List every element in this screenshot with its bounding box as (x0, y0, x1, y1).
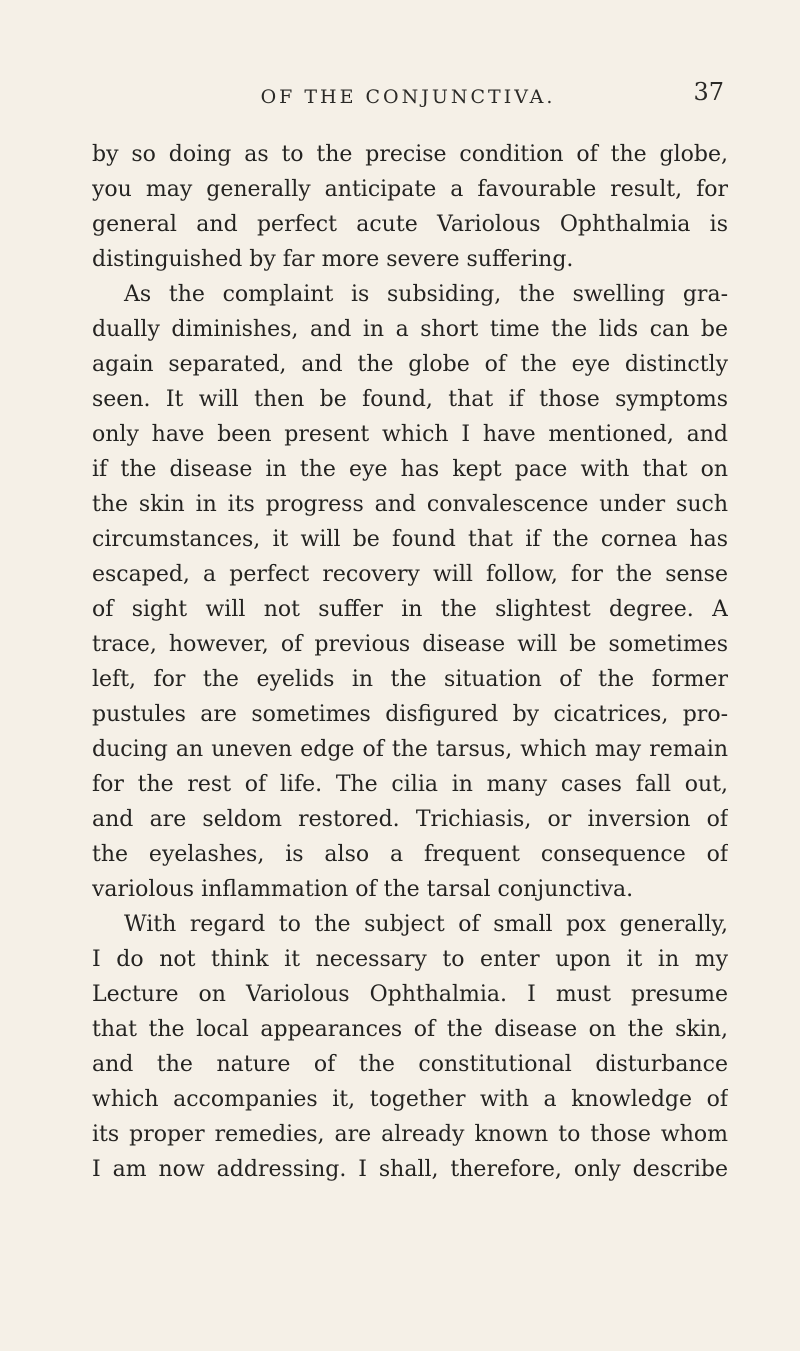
text-line: ducing an uneven edge of the tarsus, which may remain (92, 737, 728, 762)
text-line: trace, however, of previous disease will be sometimes (92, 632, 728, 657)
text-line: only have been present which I have mentioned, and (92, 422, 728, 447)
text-line: circumstances, it will be found that if the cornea has (92, 527, 728, 552)
text-line: you may generally anticipate a favourable result, for (92, 177, 728, 202)
text-line: left, for the eyelids in the situation of the former (92, 667, 728, 692)
text-line: variolous inflammation of the tarsal conjunctiva. (92, 877, 634, 902)
text-line: again separated, and the globe of the eye distinctly (92, 352, 728, 377)
page-number: 37 (693, 78, 724, 106)
text-line: its proper remedies, are already known to those whom (92, 1122, 728, 1147)
text-line: seen. It will then be found, that if those symptoms (92, 387, 728, 412)
text-line: pustules are sometimes disfigured by cicatrices, pro- (92, 702, 728, 727)
text-line: the skin in its progress and convalescence under such (92, 492, 728, 517)
text-line: escaped, a perfect recovery will follow, for the sense (92, 562, 728, 587)
text-line: As the complaint is subsiding, the swelling gra- (124, 282, 728, 307)
text-line: general and perfect acute Variolous Ophthalmia is (92, 212, 728, 237)
text-line: distinguished by far more severe suffering. (92, 247, 574, 272)
text-line: and the nature of the constitutional disturbance (92, 1052, 728, 1077)
text-line: Lecture on Variolous Ophthalmia. I must presume (92, 982, 728, 1007)
text-line: of sight will not suffer in the slightest degree. A (92, 597, 728, 622)
text-line: for the rest of life. The cilia in many cases fall out, (92, 772, 728, 797)
text-line: if the disease in the eye has kept pace with that on (92, 457, 728, 482)
text-line: and are seldom restored. Trichiasis, or inversion of (92, 807, 728, 832)
text-line: by so doing as to the precise condition of the globe, (92, 142, 728, 167)
text-line: With regard to the subject of small pox generally, (124, 912, 728, 937)
running-head (92, 78, 724, 118)
text-line: the eyelashes, is also a frequent consequence of (92, 842, 728, 867)
text-line: which accompanies it, together with a knowledge of (92, 1087, 728, 1112)
text-line: dually diminishes, and in a short time the lids can be (92, 317, 728, 342)
body-text (92, 137, 728, 1187)
running-title: OF THE CONJUNCTIVA. (260, 86, 556, 108)
text-line: I do not think it necessary to enter upon it in my (92, 947, 728, 972)
text-line: that the local appearances of the disease on the skin, (92, 1017, 728, 1042)
text-line: I am now addressing. I shall, therefore, only describe (92, 1157, 728, 1182)
